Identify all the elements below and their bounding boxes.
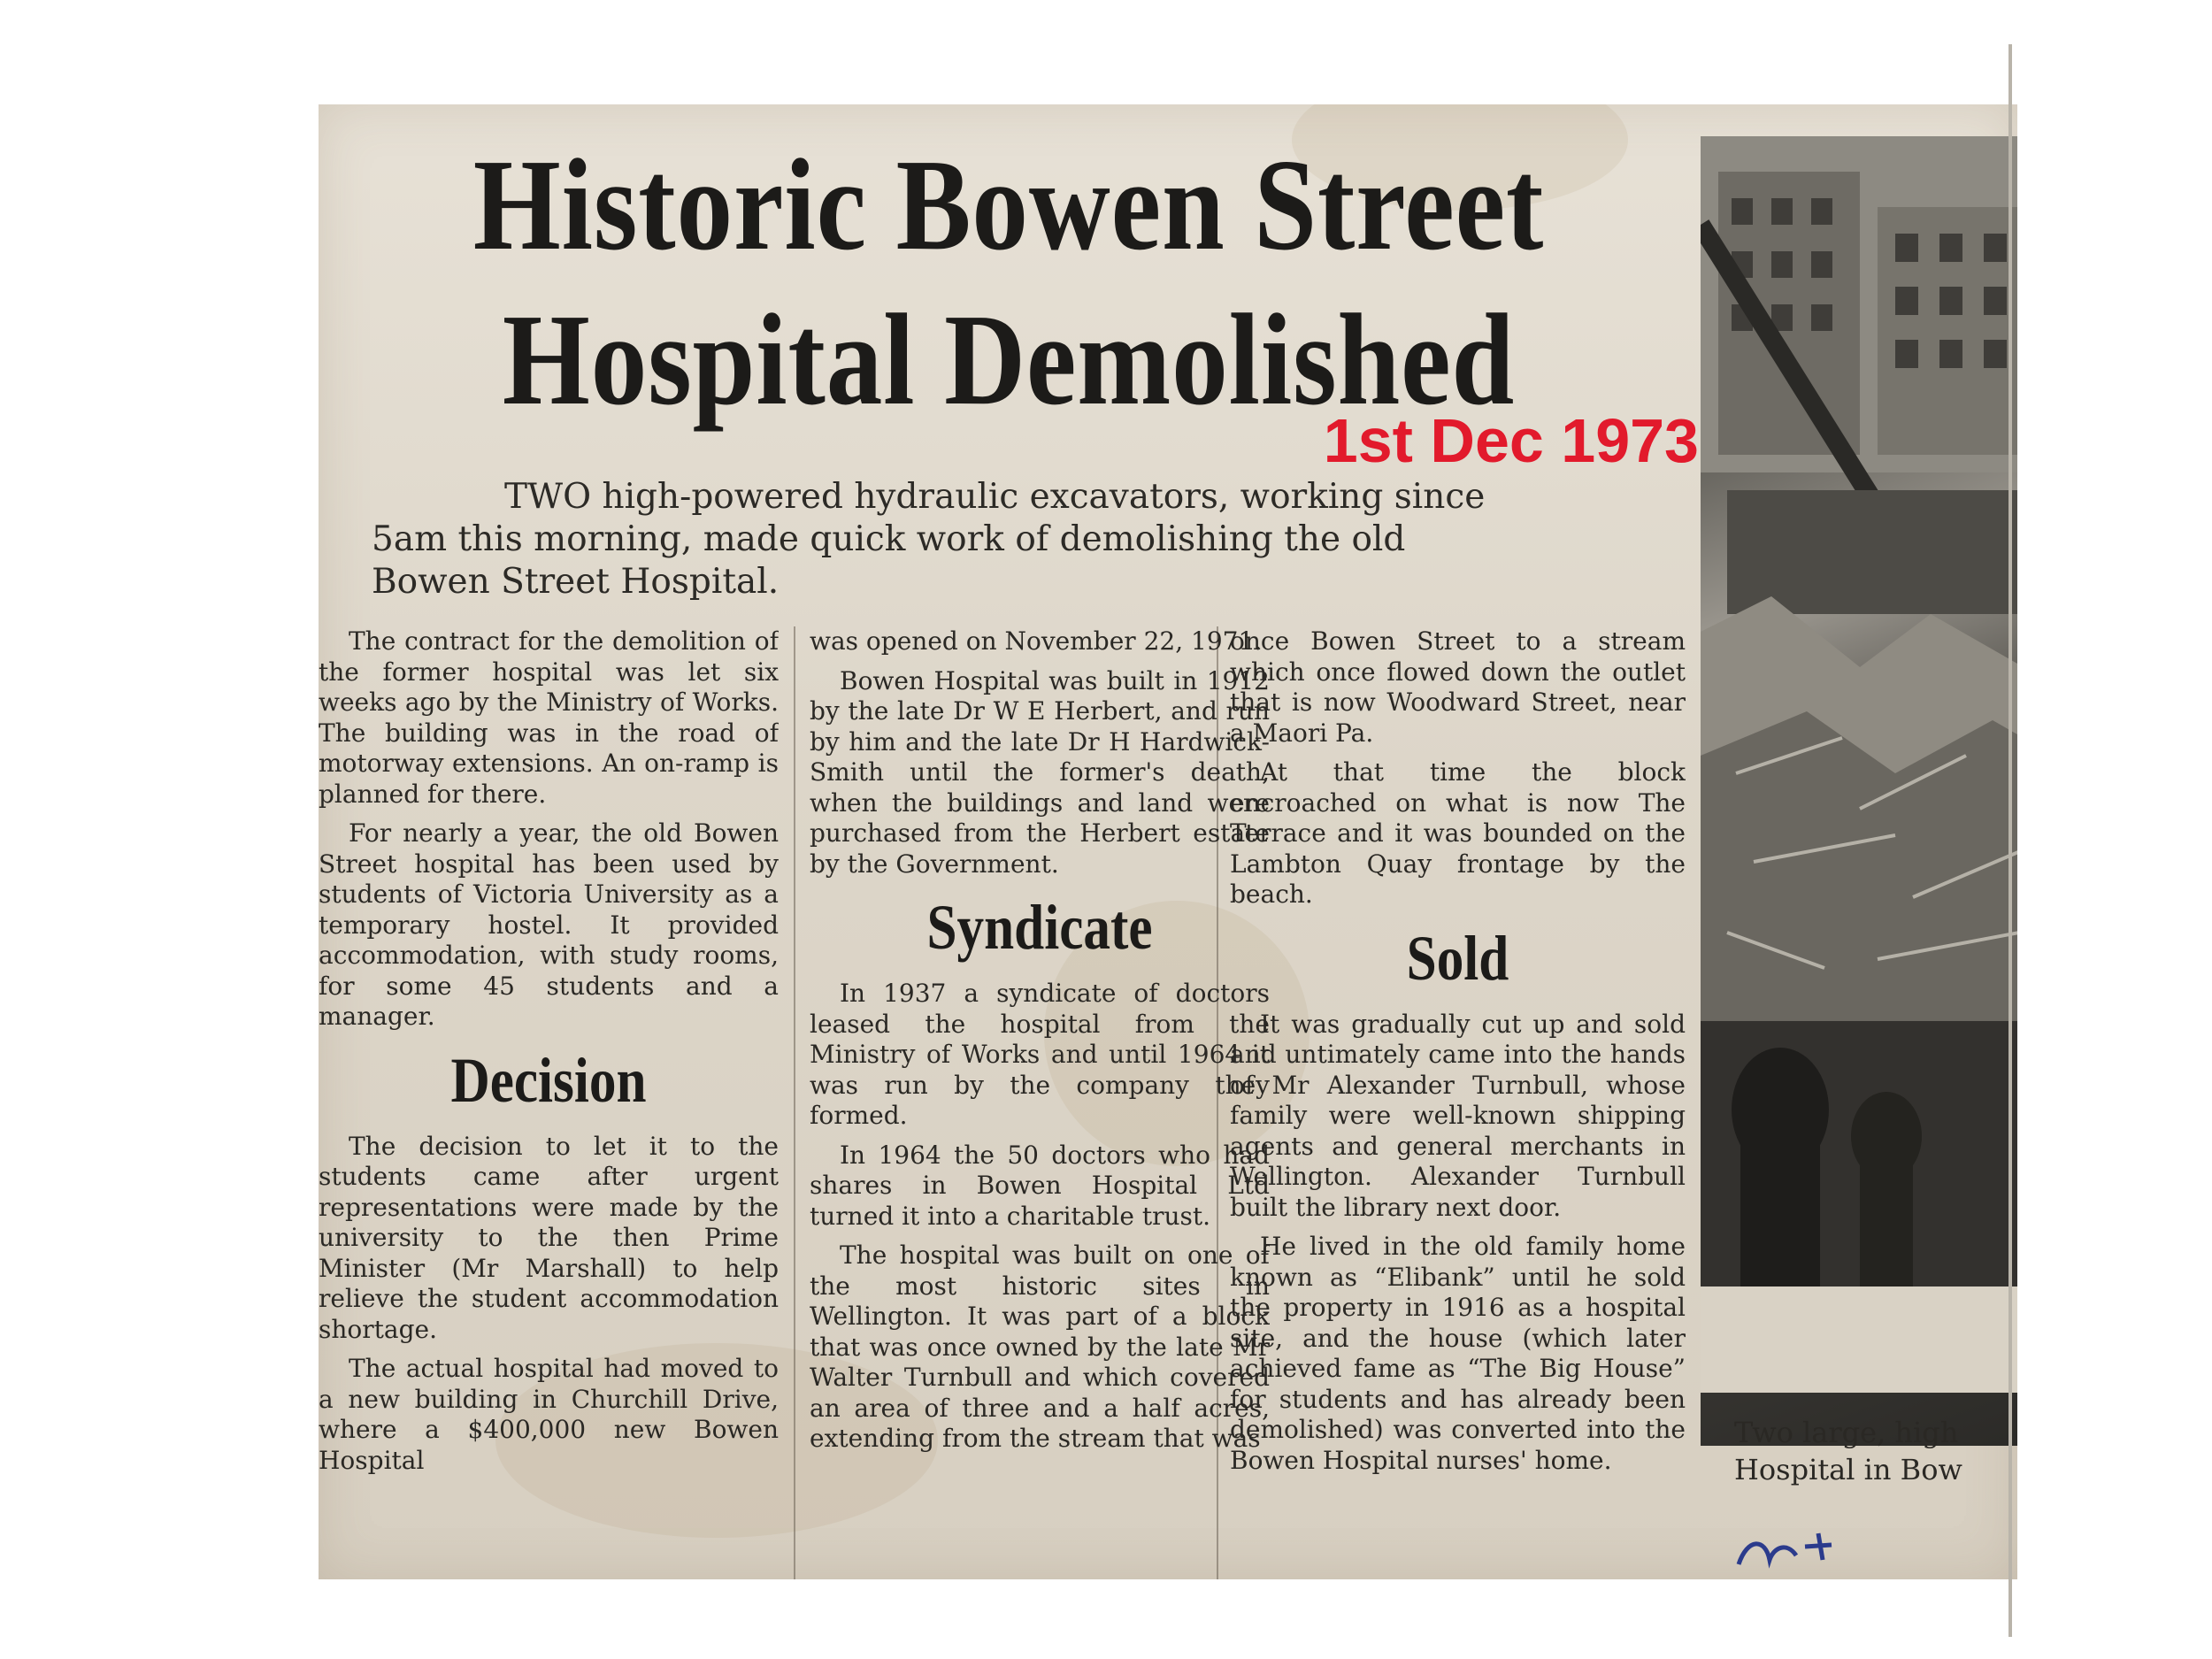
- photo-caption-line-2: Hospital in Bow: [1734, 1453, 1962, 1486]
- column-2-paragraph-1: was opened on November 22, 1971.: [810, 626, 1263, 656]
- subhead-decision: Decision: [450, 1044, 647, 1116]
- photo-caption: [1734, 1414, 2017, 1488]
- subhead-sold: Sold: [1406, 922, 1509, 994]
- column-1-paragraph-3: The decision to let it to the students came after urgent representations were made by the university to the then Prime Minister (Mr Marshall) to help relieve the student accommodation shortage.: [319, 1131, 779, 1344]
- headline-line-2: Hospital Demolished: [502, 288, 1516, 433]
- article-column-2: [810, 626, 1270, 1579]
- lede-line-3: Bowen Street Hospital.: [372, 562, 780, 602]
- column-3-paragraph-4: He lived in the old family home known as “Elibank” until he sold the property in 1916 as a hospital site, and the house (which later achieved fame as “The Big House” for students and has already been demolished) was converted into the Bowen Hospital nurses' home.: [1230, 1232, 1686, 1475]
- demolition-photo: [1701, 136, 2017, 1446]
- column-3-paragraph-1: once Bowen Street to a stream which once flowed down the outlet that is now Woodward Street, near a Maori Pa.: [1230, 626, 1686, 748]
- newspaper-clipping: [319, 104, 2017, 1579]
- page-edge-line: [2008, 44, 2012, 1637]
- column-1-paragraph-4: The actual hospital had moved to a new building in Churchill Drive, where a $400,000 new Bowen Hospital: [319, 1354, 779, 1475]
- lede-line-2: 5am this morning, made quick work of demolishing the old: [372, 519, 1406, 559]
- column-3-paragraph-2: At that time the block encroached on what is now The Terrace and it was bounded on the Lambton Quay frontage by the beach.: [1230, 757, 1686, 909]
- headline-line-1: Historic Bowen Street: [472, 133, 1545, 278]
- column-2-paragraph-2: Bowen Hospital was built in 1912 by the late Dr W E Herbert, and run by him and the late Dr H Hardwick-Smith until the former's death, when the buildings and land were purchased from the Herbert estate by the Government.: [810, 665, 1270, 879]
- column-2-paragraph-4: In 1964 the 50 doctors who had shares in Bowen Hospital Ltd turned it into a charitable trust.: [810, 1140, 1270, 1231]
- column-1-paragraph-2: For nearly a year, the old Bowen Street hospital has been used by students of Victoria University as a temporary hostel. It provided accommodation, with study rooms, for some 45 students and a manager.: [319, 818, 779, 1031]
- handwritten-ink-mark: [1734, 1520, 1893, 1573]
- lede-paragraph: [372, 476, 1690, 603]
- column-3-paragraph-3: It was gradually cut up and sold and untimately came into the hands of Mr Alexander Turnbull, whose family were well-known shipping agents and general merchants in Wellington. Alexander Turnbull built the library next door.: [1230, 1009, 1686, 1222]
- article-column-3: [1230, 626, 1686, 1579]
- photo-caption-line-1: Two large, high: [1734, 1416, 1959, 1449]
- article-column-1: [319, 626, 779, 1579]
- column-2-paragraph-3: In 1937 a syndicate of doctors leased the hospital from the Ministry of Works and until 1964 it was run by the company they formed.: [810, 979, 1270, 1130]
- column-2-paragraph-5: The hospital was built on one of the most historic sites in Wellington. It was part of a block that was once owned by the late Mr Walter Turnbull and which covered an area of three and a half acres, extending from the stream that was: [810, 1240, 1270, 1453]
- date-stamp: 1st Dec 1973: [1323, 406, 1699, 475]
- lede-line-1: TWO high-powered hydraulic excavators, working since: [504, 477, 1486, 517]
- demolition-photo-illustration: [1701, 136, 2017, 1393]
- subhead-syndicate: Syndicate: [926, 892, 1153, 963]
- column-divider-1: [794, 626, 795, 1579]
- column-1-paragraph-1: The contract for the demolition of the former hospital was let six weeks ago by the Ministry of Works. The building was in the road of motorway extensions. An on-ramp is planned for there.: [319, 626, 779, 809]
